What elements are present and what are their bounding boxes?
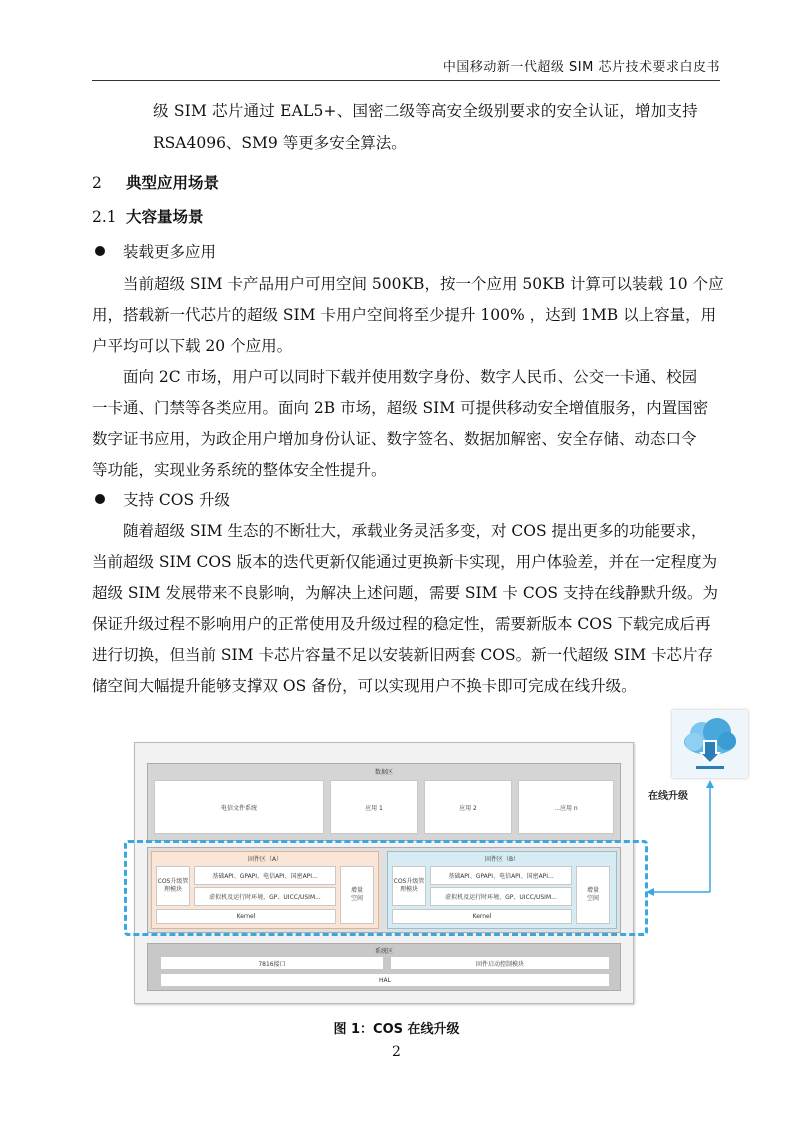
port-7816-box: 7816接口 [160, 956, 384, 970]
bullet-1-title: 装载更多应用 [123, 243, 217, 261]
section-title: 典型应用场景 [126, 174, 220, 192]
system-area-title: 系统区 [374, 948, 393, 955]
bullet-item-2 [95, 490, 230, 510]
firmware-b-kernel-box: Kernel [392, 909, 572, 924]
bullet-2-line-3: 超级 SIM 发展带来不良影响，为解决上述问题，需要 SIM 卡 COS 支持在线静默升级。为 [92, 584, 718, 602]
app-1-box: 应用 1 [330, 780, 418, 834]
upgrade-arrow-lines [120, 706, 760, 1016]
telecom-file-system-box: 电信文件系统 [154, 780, 324, 834]
cos-upgrade-diagram [120, 706, 760, 1016]
firmware-a-kernel-box: Kernel [156, 909, 336, 924]
bullet-2-line-2: 当前超级 SIM COS 版本的迭代更新仅能通过更换新卡实现，用户体验差，并在一定程度为 [92, 553, 718, 571]
bullet-2-line-4: 保证升级过程不影响用户的正常使用及升级过程的稳定性，需要新版本 COS 下载完成后再 [92, 615, 711, 633]
firmware-a-space-box: 增量空间 [340, 866, 374, 924]
bullet-1-para-2-line-3: 数字证书应用，为政企用户增加身份认证、数字签名、数据加解密、安全存储、动态口令 [92, 430, 697, 448]
bullet-2-line-1: 随着超级 SIM 生态的不断壮大，承载业务灵活多变，对 COS 提出更多的功能要求， [123, 522, 707, 540]
firmware-b-api-box: 基础API、GPAPI、电信API、国密API... [430, 866, 572, 885]
bullet-1-para-1-line-1: 当前超级 SIM 卡产品用户可用空间 500KB，按一个应用 50KB 计算可以装载 10 个应 [123, 275, 724, 293]
subsection-number: 2.1 [92, 208, 117, 226]
firmware-b-vm-box: 虚拟机及运行时环境、GP、UICC/USIM... [430, 887, 572, 906]
bullet-1-para-2-line-4: 等功能，实现业务系统的整体安全性提升。 [92, 461, 387, 479]
intro-line-2: RSA4096、SM9 等更多安全算法。 [153, 134, 407, 152]
subsection-heading [92, 207, 204, 227]
page-header: 中国移动新一代超级 SIM 芯片技术要求白皮书 [442, 60, 720, 75]
data-area-title: 数据区 [374, 769, 393, 776]
bullet-item-1 [95, 242, 216, 262]
bullet-2-title: 支持 COS 升级 [123, 491, 231, 509]
app-n-box: ...应用 n [518, 780, 614, 834]
bullet-dot [95, 246, 105, 256]
section-number: 2 [92, 174, 102, 192]
firmware-b-space-box: 增量空间 [576, 866, 610, 924]
figure-caption: 图 1：COS 在线升级 [333, 1022, 460, 1037]
firmware-a-vm-box: 虚拟机及运行时环境、GP、UICC/USIM... [194, 887, 336, 906]
firmware-a-title: 固件区（A） [247, 856, 283, 863]
firmware-b-cos-module: COS升级管理模块 [392, 866, 426, 906]
section-heading [92, 173, 219, 193]
bullet-1-para-1-line-3: 户平均可以下载 20 个应用。 [92, 337, 293, 355]
firmware-b-title: 固件区（B） [484, 856, 520, 863]
bullet-2-line-5: 进行切换，但当前 SIM 卡芯片容量不足以安装新旧两套 COS。新一代超级 SIM 卡芯片存 [92, 646, 714, 664]
firmware-a-api-box: 基础API、GPAPI、电信API、国密API... [194, 866, 336, 885]
subsection-title: 大容量场景 [126, 208, 204, 226]
bullet-1-para-2-line-2: 一卡通、门禁等各类应用。面向 2B 市场，超级 SIM 可提供移动安全增值服务，内置国密 [92, 399, 709, 417]
header-rule [92, 80, 720, 81]
app-2-box: 应用 2 [424, 780, 512, 834]
hal-box: HAL [160, 973, 610, 987]
bullet-dot [95, 494, 105, 504]
bullet-1-para-2-line-1: 面向 2C 市场，用户可以同时下载并使用数字身份、数字人民币、公交一卡通、校园 [123, 368, 698, 386]
bullet-2-line-6: 储空间大幅提升能够支撑双 OS 备份，可以实现用户不换卡即可完成在线升级。 [92, 677, 637, 695]
bullet-1-para-1-line-2: 用，搭载新一代芯片的超级 SIM 卡用户空间将至少提升 100% ，达到 1MB 以上容量，用 [92, 306, 717, 324]
online-upgrade-label: 在线升级 [648, 791, 688, 802]
boot-control-box: 固件启动控制模块 [390, 956, 610, 970]
firmware-a-cos-module: COS升级管理模块 [156, 866, 190, 906]
intro-line-1: 级 SIM 芯片通过 EAL5+、国密二级等高安全级别要求的安全认证，增加支持 [153, 102, 698, 120]
page-number: 2 [392, 1044, 401, 1060]
